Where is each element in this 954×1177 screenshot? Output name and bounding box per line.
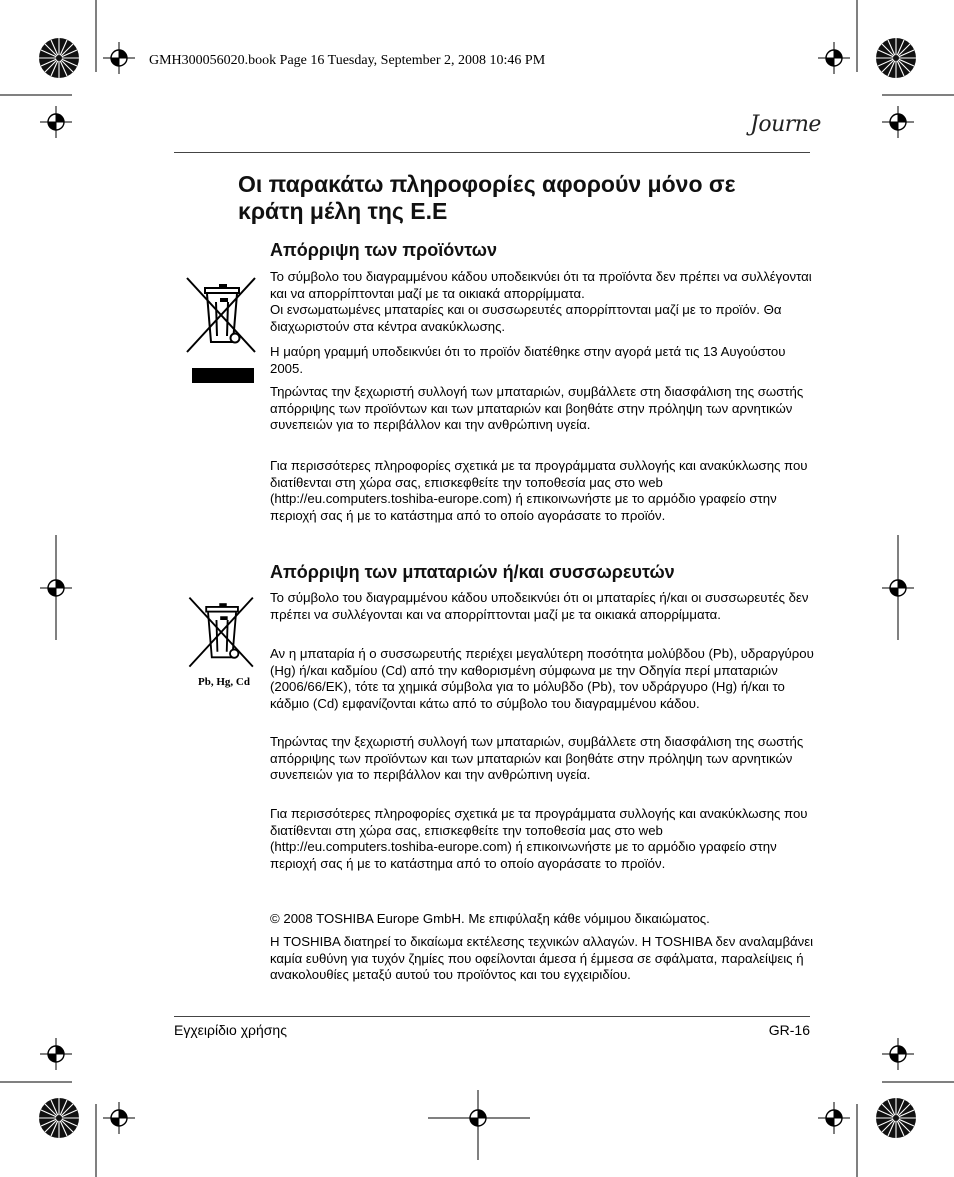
disclaimer-text: Η TOSHIBA διατηρεί το δικαίωμα εκτέλεσης τεχνικών αλλαγών. Η TOSHIBA δεν αναλαμβάνει καμία ευθύνη για τυχόν ζημίες που οφείλονται άμεσα ή έμμεσα σε σφάλματα, παραλείψεις ή ανακολουθίες μεταξύ αυτού του προϊόντος και του εγχειριδίου.	[270, 934, 814, 983]
black-bar-indicator	[192, 368, 254, 383]
header-rule	[174, 152, 810, 153]
s1-paragraph-4: Τηρώντας την ξεχωριστή συλλογή των μπαταριών, συμβάλλετε στη διασφάλιση της σωστής απόρριψης των προϊόντων και των μπαταριών και βοηθάτε στην πρόληψη των αρνητικών συνεπειών για το περιβάλλον και την ανθρώπινη υγεία.	[270, 384, 804, 433]
s2-paragraph-3: Τηρώντας την ξεχωριστή συλλογή των μπαταριών, συμβάλλετε στη διασφάλιση της σωστής απόρριψης των προϊόντων και των μπαταριών και βοηθάτε στην πρόληψη των αρνητικών συνεπειών για το περιβάλλον και την ανθρώπινη υγεία.	[270, 734, 804, 783]
footer-rule	[174, 1016, 810, 1017]
s2-paragraph-2: Αν η μπαταρία ή ο συσσωρευτής περιέχει μεγαλύτερη ποσότητα μολύβδου (Pb), υδραργύρου (Hg) ή/και καδμίου (Cd) από την καθορισμένη σύμφωνα με την Οδηγία περί μπαταριών (2006/66/EK), τότε τα χημικά σύμβολα για το μόλυβδο (Pb), τον υδράργυρο (Hg) ή/και το κάδμιο (Cd) εμφανίζονται κάτω από το σύμβολο του διαγραμμένου κάδου.	[270, 646, 814, 711]
s2-paragraph-1: Το σύμβολο του διαγραμμένου κάδου υποδεικνύει ότι οι μπαταρίες ή/και οι συσσωρευτές δεν πρέπει να συλλέγονται και να απορρίπτονται μαζί με τα οικιακά απορρίμματα.	[270, 590, 809, 622]
print-header: GMH300056020.book Page 16 Tuesday, September 2, 2008 10:46 PM	[149, 53, 546, 68]
copyright-text: © 2008 TOSHIBA Europe GmbH. Με επιφύλαξη κάθε νόμιμου δικαιώματος.	[270, 911, 710, 926]
footer-manual-title: Εγχειρίδιο χρήσης	[174, 1022, 287, 1038]
s1-paragraph-5: Για περισσότερες πληροφορίες σχετικά με τα προγράμματα συλλογής και ανακύκλωσης που διατίθενται στη χώρα σας, επισκεφθείτε την τοποθεσία μας στο web (http://eu.computers.toshiba-europe.com) ή επικοινωνήστε με το αρμόδιο γραφείο στην περιοχή σας ή με το κατάστημα από το οποίο αγοράσατε το προϊόν.	[270, 458, 808, 523]
section-title-battery-disposal: Απόρριψη των μπαταριών ή/και συσσωρευτών	[270, 562, 675, 582]
brand-logo: Journe	[750, 112, 821, 137]
s1-paragraph-3: Η μαύρη γραμμή υποδεικνύει ότι το προϊόν διατέθηκε στην αγορά μετά τις 13 Αυγούστου 2005.	[270, 344, 786, 376]
s1-paragraph-2: Οι ενσωματωμένες μπαταρίες και οι συσσωρευτές απορρίπτονται μαζί με το προϊόν. Θα διαχωριστούν στα κέντρα ανακύκλωσης.	[270, 302, 782, 334]
crossed-bin-icon	[183, 272, 263, 362]
section-title-product-disposal: Απόρριψη των προϊόντων	[270, 240, 498, 260]
crossed-bin-battery-icon	[183, 592, 263, 676]
s2-paragraph-4: Για περισσότερες πληροφορίες σχετικά με τα προγράμματα συλλογής και ανακύκλωσης που διατίθενται στη χώρα σας, επισκεφθείτε την τοποθεσία μας στο web (http://eu.computers.toshiba-europe.com) ή επικοινωνήστε με το αρμόδιο γραφείο στην περιοχή σας ή με το κατάστημα από το οποίο αγοράσατε το προϊόν.	[270, 806, 808, 871]
page-number: GR-16	[768, 1022, 810, 1038]
s1-paragraph-1: Το σύμβολο του διαγραμμένου κάδου υποδεικνύει ότι τα προϊόντα δεν πρέπει να συλλέγονται και να απορρίπτονται μαζί με τα οικιακά απορρίμματα.	[270, 269, 812, 301]
chemical-symbols-label: Pb, Hg, Cd	[198, 676, 250, 688]
page-title: Οι παρακάτω πληροφορίες αφορούν μόνο σε κράτη μέλη της Ε.Ε	[238, 171, 736, 224]
